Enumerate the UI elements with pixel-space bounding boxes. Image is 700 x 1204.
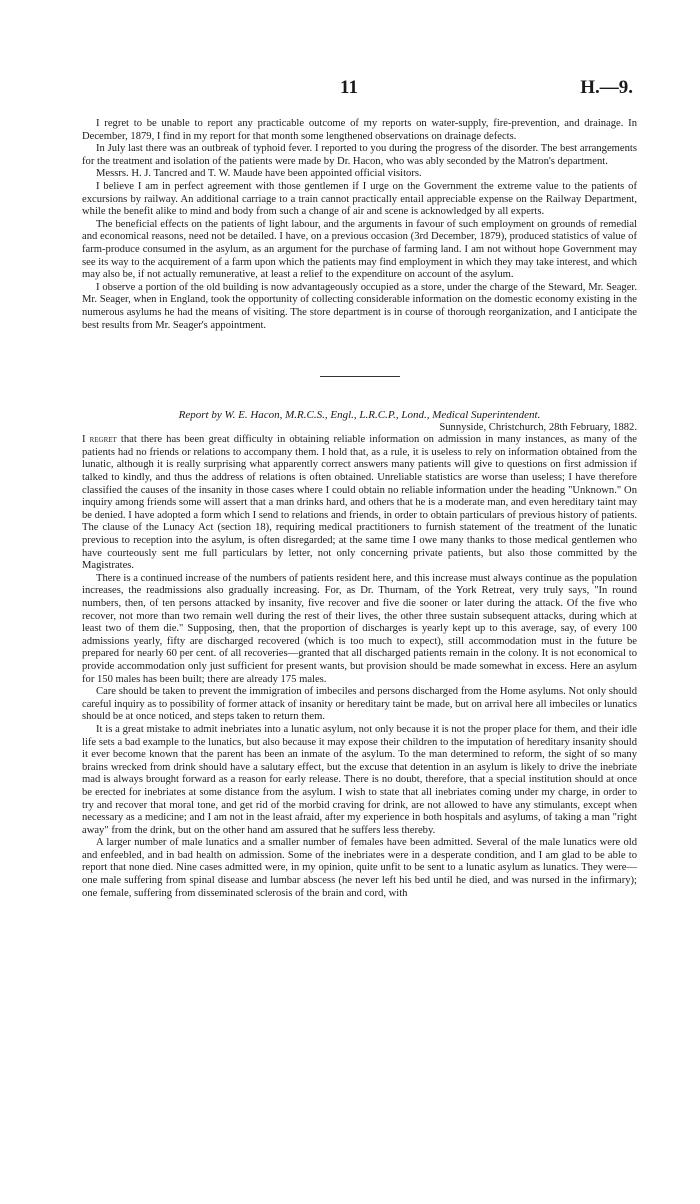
page-number: 11 [340, 77, 358, 98]
paragraph: The beneficial effects on the patients of light labour, and the arguments in favour of such employment on grounds of remedial and economical reasons, need not be detailed. I have, on a previous occasion (3rd December, 1879), produced statistics of value of farm-produce consumed in the asylum, as an argument for the purchase of farming land. I am not without hope Government may see its way to the acquirement of a farm upon which the patients may find employment in which they may take interest, and which may also be, if not actually remunerative, at least a relief to the expenditure on account of the asylum. [82, 218, 637, 281]
document-body [82, 118, 637, 900]
paragraph [82, 434, 637, 573]
paragraph: It is a great mistake to admit inebriates into a lunatic asylum, not only because it is not the proper place for them, and their idle life sets a bad example to the lunatics, but also because it may expose their children to the imputation of hereditary insanity should it ever become known that the parent has been an inmate of the asylum. To the man determined to reform, the sight of so many brains wrecked from drink should have a salutary effect, but the excuse that detention in an asylum is likely to drive the inebriate mad is always brought forward as a reason for early release. There is no doubt, therefore, that a special institution should at once be erected for inebriates at some distance from the asylum. I wish to state that all inebriates coming under my charge, in order to try and recover that moral tone, and get rid of the morbid craving for drink, are not allowed to have any stimulants, except when necessary as a medicine; and I am not in the least afraid, after my experience in both hospitals and asylums, of taking a man "right away" from the drink, but on the other hand am assured that he suffers less thereby. [82, 723, 637, 836]
lead-word: I regret [82, 434, 117, 446]
section-divider [320, 376, 400, 377]
paragraph: I believe I am in perfect agreement with those gentlemen if I urge on the Government the extreme value to the patients of excursions by railway. An additional carriage to a train cannot practically entail appreciable expense on the Railway Department, while the benefit alike to mind and body from such a change of air and scene is acknowledged by all experts. [82, 180, 637, 218]
paragraph: I regret to be unable to report any practicable outcome of my reports on water-supply, fire-prevention, and drainage. In December, 1879, I find in my report for that month some lengthened observations on drainage defects. [82, 118, 637, 142]
paragraph-text: that there has been great difficulty in obtaining reliable information on admission in many instances, as many of the patients had no friends or relations to accompany them. I hold that, as a rule, it is useless to rely on information obtained from the lunatic, although it is really surprising what apparently correct answers many patients will give to questions on first admission if talked to kindly, and thus the address of relations is often obtained. Unreliable statistics are worse than useless; I have therefore classified the causes of the insanity in those cases where I could obtain no reliable information under the heading "Unknown." On inquiry among friends some will assert that a man drinks hard, and others that he is a moderate man, and even hereditary taint may be denied. I have adopted a form which I send to relations and friends, in order to obtain particulars of previous history of patients. The clause of the Lunacy Act (section 18), requiring medical practitioners to furnish statement of the treatment of the lunatic previous to reception into the asylum, is often disregarded; at the same time I owe many thanks to those medical gentlemen who have courteously sent me full particulars by letter, not only concerning private patients, but also those committed by the Magistrates. [82, 434, 637, 572]
page-header [0, 77, 700, 106]
paragraph: There is a continued increase of the numbers of patients resident here, and this increase must always continue as the population increases, the readmissions also gradually increasing. For, as Dr. Thurnam, of the York Retreat, very truly says, "In round numbers, then, of ten persons attacked by insanity, five recover and five die sooner or later during the attack. Of the five who recover, not more than two remain well during the rest of their lives, the other three sustain subsequent attacks, during which at least two of them die." Supposing, then, that the proportion of discharges is yearly kept up to this average, say, of every 100 admissions yearly, fifty are discharged recovered (which is too much to expect), still accommodation must in the future be prepared for nearly 60 per cent. of all recoveries—granted that all discharged patients remain in the colony. It is not economical to provide accommodation only just sufficient for present wants, but provision should be made somewhat in excess. Here an asylum for 150 males has been built; there are already 175 males. [82, 572, 637, 685]
report-dateline: Sunnyside, Christchurch, 28th February, 1882. [439, 421, 637, 433]
document-reference: H.—9. [580, 77, 633, 98]
paragraph: Messrs. H. J. Tancred and T. W. Maude have been appointed official visitors. [96, 168, 422, 180]
paragraph: A larger number of male lunatics and a smaller number of females have been admitted. Several of the male lunatics were old and enfeebled, and in bad health on admission. Some of the inebriates were in a desperate condition, and I am glad to be able to report that none died. Nine cases admitted were, in my opinion, quite unfit to be sent to a lunatic asylum as lunatics. They were—one male suffering from spinal disease and lumbar abscess (he never left his bed until he died, and was nursed in the infirmary); one female, suffering from disseminated sclerosis of the brain and cord, with [82, 837, 637, 899]
paragraph: In July last there was an outbreak of typhoid fever. I reported to you during the progress of the disorder. The best arrangements for the treatment and isolation of the patients were made by Dr. Hacon, who was ably seconded by the Matron's department. [82, 143, 637, 167]
paragraph: I observe a portion of the old building is now advantageously occupied as a store, under the charge of the Steward, Mr. Seager. Mr. Seager, when in England, took the opportunity of collecting considerable information on the domestic economy existing in the numerous asylums he had the means of visiting. The store department is in course of thorough reorganization, and I anticipate the best results from Mr. Seager's appointment. [82, 281, 637, 331]
paragraph: Care should be taken to prevent the immigration of imbeciles and persons discharged from the Home asylums. Not only should careful inquiry as to possibility of former attack of insanity or hereditary taint be made, but on arrival here all imbeciles or lunatics should be at once noticed, and steps taken to return them. [82, 686, 637, 723]
report-heading: Report by W. E. Hacon, M.R.C.S., Engl., L.R.C.P., Lond., Medical Superintendent. [178, 409, 541, 422]
